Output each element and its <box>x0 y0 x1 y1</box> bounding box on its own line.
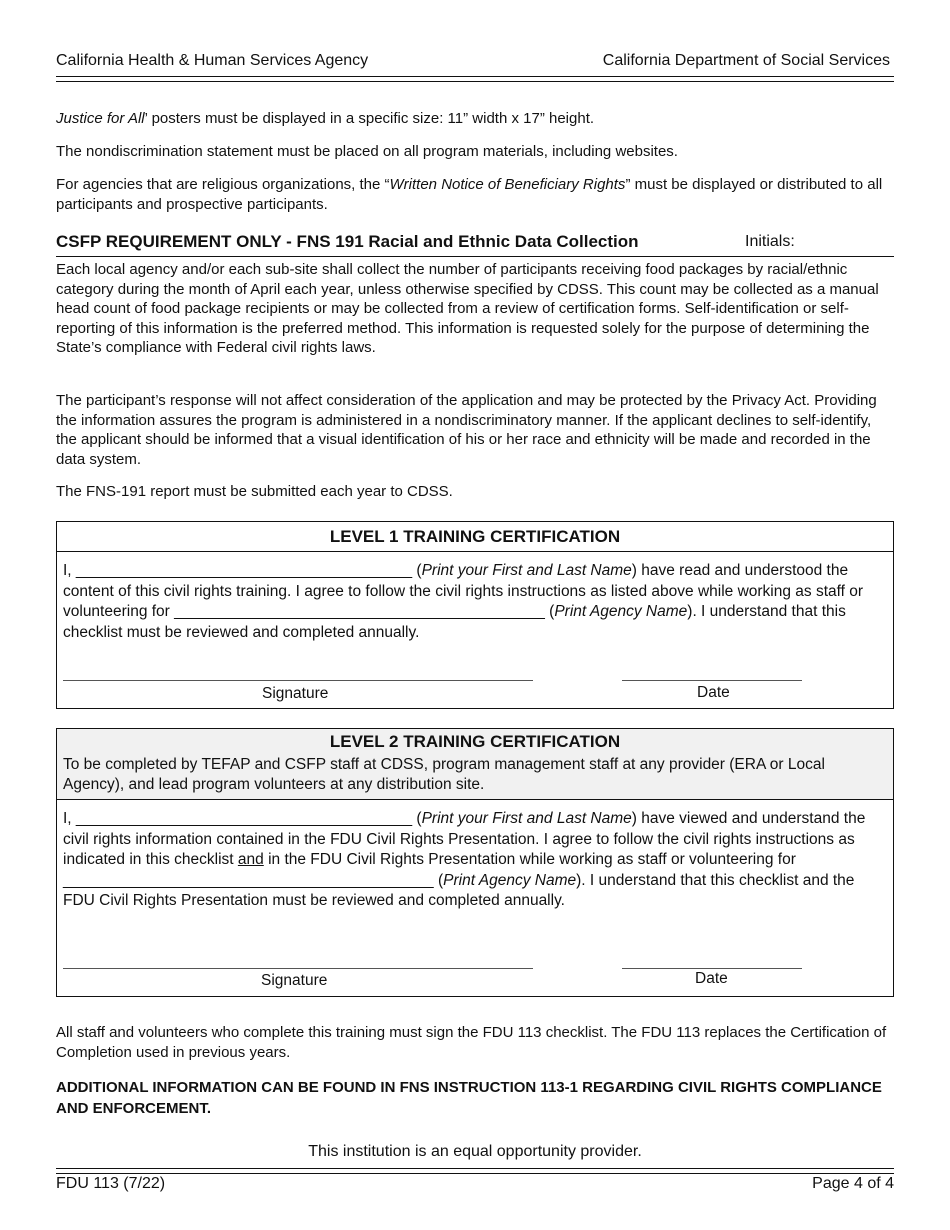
level2-text-1: ) have viewed and understand the civil rights information contained in the FDU Civil Rights Presentation. I agree to follow the civil rights instructions as indicated in this checklist <box>63 810 866 868</box>
level1-text-2: ). I understand that this checklist must be reviewed and completed annually. <box>63 603 846 641</box>
level1-agency-hint: Print Agency Name <box>554 603 688 620</box>
level2-date-field[interactable] <box>622 968 802 969</box>
staff-note-text: All staff and volunteers who complete this training must sign the FDU 113 checklist. The FDU 113 replaces the Certification of Completion used in previous years. <box>56 1024 887 1061</box>
level1-name-hint: Print your First and Last Name <box>421 562 632 579</box>
csfp-paragraph-1 <box>56 260 892 358</box>
header-rule <box>56 76 894 82</box>
level1-name-field[interactable]: _______________________________________ <box>75 562 413 579</box>
posters-paragraph <box>56 109 892 129</box>
level2-subtitle: To be completed by TEFAP and CSFP staff at CDSS, program management staff at any provider (ERA or Local Agency), and lead program volunteers at any distribution site. <box>63 756 825 793</box>
level2-date-label: Date <box>695 970 728 987</box>
level2-text-2: in the FDU Civil Rights Presentation while working as staff or volunteering for <box>263 851 796 868</box>
agency-name: California Health & Human Services Agency <box>56 52 369 69</box>
religious-text-post: ” must be displayed or distributed to all participants and prospective participants. <box>56 176 883 213</box>
footer-rule <box>56 1168 894 1174</box>
equal-opportunity-statement: This institution is an equal opportunity provider. <box>308 1143 642 1160</box>
level1-date-label: Date <box>697 684 730 701</box>
level1-body: I, _______________________________________ (Print your First and Last Name) have read and understood the content of this civil rights training. I agree to follow the civil rights instructions as listed above while working as staff or volunteering for ___________________________________________ (Print Agency Name). I understand that this checklist must be reviewed and completed annually. <box>63 562 864 641</box>
csfp-section-title: CSFP REQUIREMENT ONLY - FNS 191 Racial and Ethnic Data Collection <box>56 232 639 251</box>
page-header <box>56 52 894 74</box>
level1-signature-field[interactable] <box>63 680 533 681</box>
department-name: California Department of Social Services <box>602 52 890 69</box>
level2-agency-field[interactable]: ___________________________________________ <box>63 871 434 889</box>
csfp-section-header <box>56 232 894 257</box>
level2-header <box>57 729 893 800</box>
religious-text-pre: For agencies that are religious organizations, the “ <box>56 176 390 193</box>
csfp-paragraph-2 <box>56 391 892 469</box>
level1-certification-box <box>56 521 894 709</box>
religious-paragraph <box>56 175 892 214</box>
page-number: Page 4 of 4 <box>812 1175 894 1192</box>
csfp-text-3: The FNS-191 report must be submitted each year to CDSS. <box>56 483 453 500</box>
posters-title: Justice for All <box>56 110 145 127</box>
beneficiary-rights-title: Written Notice of Beneficiary Rights <box>389 176 626 193</box>
level2-signature-field[interactable] <box>63 968 533 969</box>
level2-body: I, _______________________________________ (Print your First and Last Name) have viewed and understand the civil rights information contained in the FDU Civil Rights Presentation. I agree to follow the civil rights instructions as indicated in this checklist and in the FDU Civil Rights Presentation while working as staff or volunteering for ___________________________________________ (Print Agency Name). I understand that this checklist and the FDU Civil Rights Presentation must be reviewed and completed annually. <box>63 810 866 909</box>
level2-certification-box <box>56 728 894 997</box>
posters-text: ’ posters must be displayed in a specific size: 11” width x 17” height. <box>144 110 595 127</box>
level2-and-word: and <box>237 851 264 868</box>
level1-text-1: ) have read and understood the content of this civil rights training. I agree to follow the civil rights instructions as listed above while working as staff or volunteering for <box>63 562 864 620</box>
csfp-text-1: Each local agency and/or each sub-site shall collect the number of participants receiving food packages by racial/ethnic category during the month of April each year, unless otherwise specified by CDSS. This count may be collected as a manual head count of food package recipients or may be collected from a review of certification forms. Self-identification or self-reporting of this information is the preferred method. This information is requested solely for the purpose of determining the State’s compliance with Federal civil rights laws. <box>56 261 879 356</box>
level1-date-field[interactable] <box>622 680 802 681</box>
nondiscrimination-text: The nondiscrimination statement must be placed on all program materials, including websites. <box>56 143 678 160</box>
level2-agency-hint: Print Agency Name <box>443 871 577 889</box>
staff-note-paragraph <box>56 1023 892 1062</box>
csfp-text-2: The participant’s response will not affect consideration of the application and may be protected by the Privacy Act. Providing the information assures the program is administered in a nondiscriminatory manner. If the applicant declines to self-identify, the applicant should be informed that a visual identification of his or her race and ethnicity will be made and recorded in the data system. <box>56 392 877 468</box>
csfp-paragraph-3 <box>56 482 892 502</box>
additional-info-text: ADDITIONAL INFORMATION CAN BE FOUND IN FNS INSTRUCTION 113-1 REGARDING CIVIL RIGHTS COMPLIANCE AND ENFORCEMENT. <box>56 1079 882 1117</box>
level2-signature-label: Signature <box>261 972 328 989</box>
level2-i: I, <box>63 810 76 827</box>
level2-name-field[interactable]: _______________________________________ <box>75 810 413 827</box>
level1-title: LEVEL 1 TRAINING CERTIFICATION <box>57 522 893 552</box>
level1-agency-field[interactable]: ___________________________________________ <box>174 603 545 620</box>
form-id: FDU 113 (7/22) <box>56 1175 166 1192</box>
level1-signature-label: Signature <box>262 685 329 702</box>
level2-title: LEVEL 2 TRAINING CERTIFICATION <box>329 732 621 751</box>
level2-text-3: ). I understand that this checklist and the FDU Civil Rights Presentation must be reviewed and completed annually. <box>63 871 855 909</box>
level1-i: I, <box>63 562 76 579</box>
nondiscrimination-paragraph <box>56 142 892 162</box>
additional-info-paragraph <box>56 1077 892 1119</box>
level2-name-hint: Print your First and Last Name <box>421 810 632 827</box>
initials-field[interactable]: Initials: <box>745 233 795 250</box>
